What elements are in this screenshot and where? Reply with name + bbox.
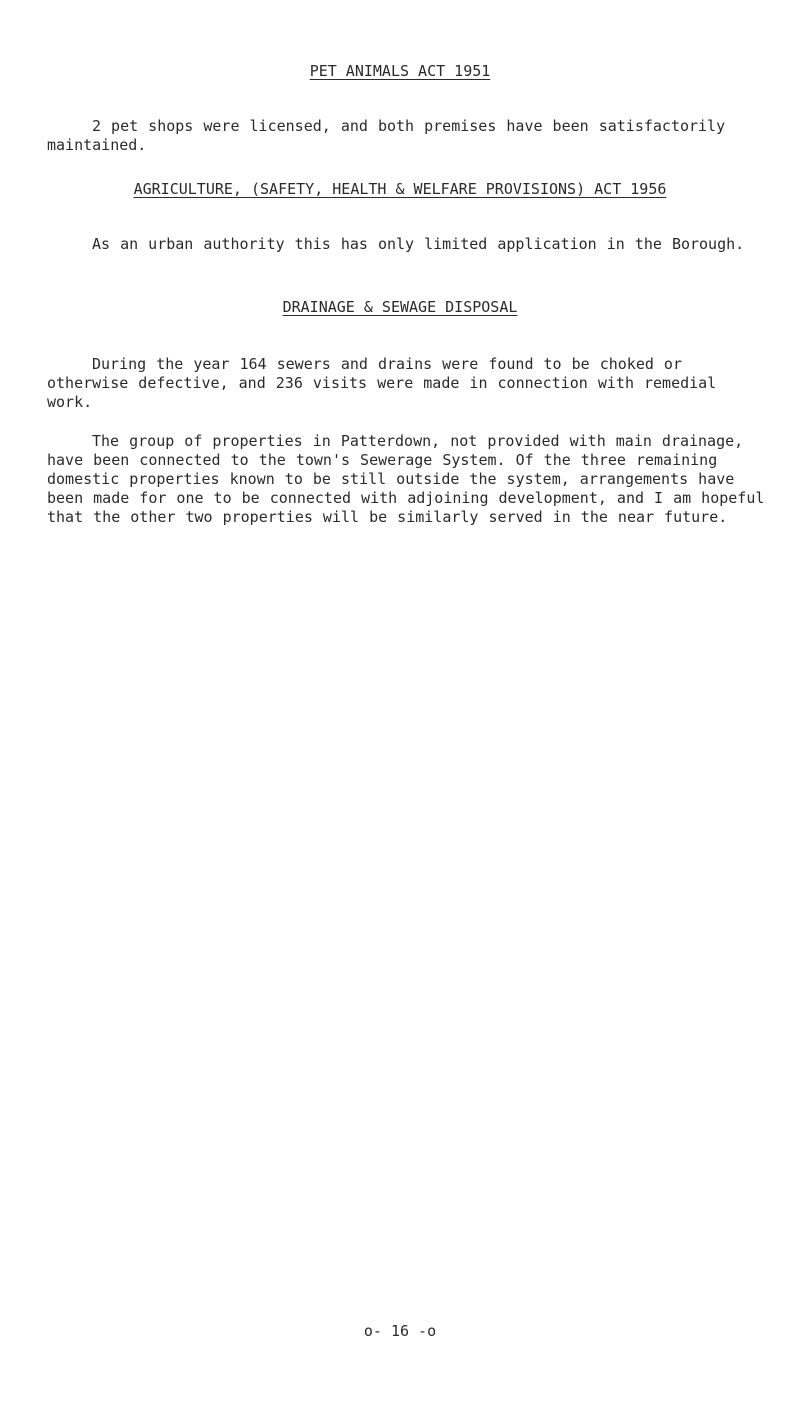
- paragraph-pet-shops: 2 pet shops were licensed, and both premises have been satisfactorily maintained.: [47, 117, 726, 154]
- section-heading-pet-animals: PET ANIMALS ACT 1951: [309, 62, 491, 80]
- paragraph-patterdown-properties: The group of properties in Patterdown, not provided with main drainage, have been connected to the town's Sewerage System. Of the three remaining domestic properties known to be still outside the system, arrangements have been made for one to be connected with adjoining development, and I am hopeful that the other two properties will be similarly served in the near future.: [47, 432, 765, 526]
- paragraph-urban-authority: As an urban authority this has only limited application in the Borough.: [92, 235, 745, 253]
- section-heading-agriculture: AGRICULTURE, (SAFETY, HEALTH & WELFARE PROVISIONS) ACT 1956: [133, 180, 667, 198]
- section-heading-drainage: DRAINAGE & SEWAGE DISPOSAL: [282, 298, 518, 316]
- paragraph-sewers-defective: During the year 164 sewers and drains were found to be choked or otherwise defective, and 236 visits were made in connection with remedial work.: [47, 355, 717, 411]
- page-number: o- 16 -o: [363, 1322, 437, 1340]
